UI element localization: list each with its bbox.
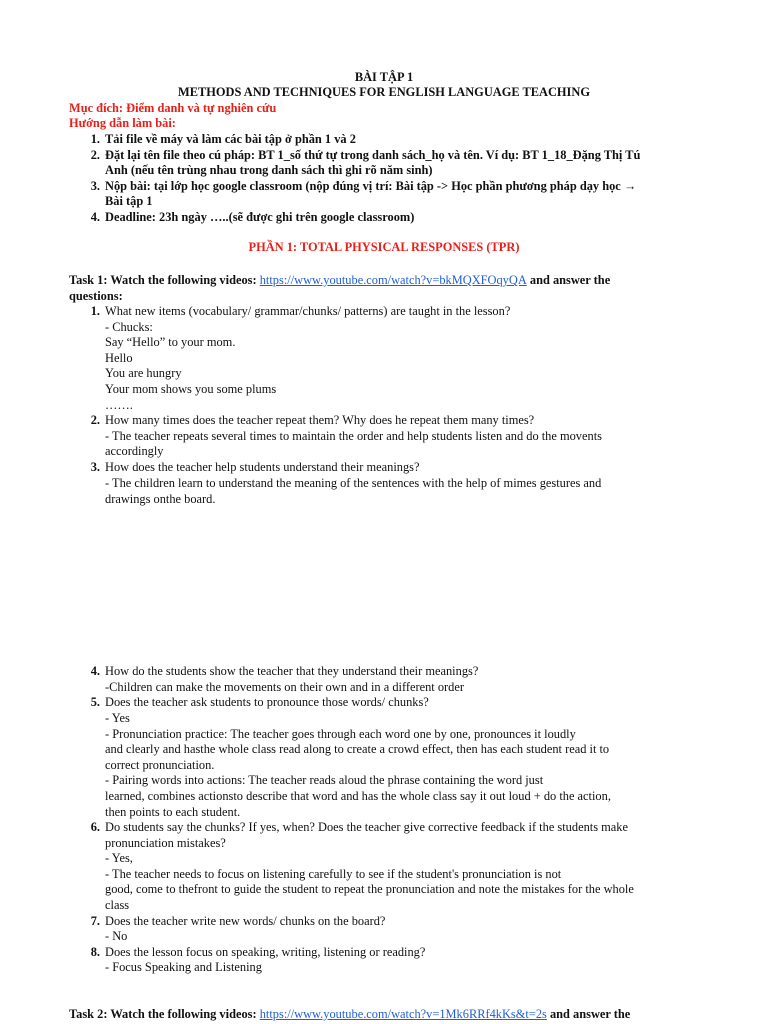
answer-line: accordingly [105, 444, 164, 458]
answer-line: good, come to thefront to guide the student to repeat the pronunciation and note the mistakes for the whole [105, 882, 634, 896]
task1-suffix: and answer the [526, 273, 611, 287]
instruction-number: 1. [90, 132, 100, 146]
answer-line: - No [105, 929, 128, 943]
instruction-number: 2. [90, 148, 100, 162]
task2-suffix: and answer the [546, 1007, 631, 1021]
doc-subtitle: METHODS AND TECHNIQUES FOR ENGLISH LANGUAGE TEACHING [178, 85, 590, 99]
answer-line: - Yes, [105, 851, 133, 865]
task1-video-link[interactable]: https://www.youtube.com/watch?v=bkMQXFOqyQA [259, 273, 527, 287]
answer-line: class [105, 898, 130, 912]
answer-line: - The teacher needs to focus on listening carefully to see if the student's pronunciation is not [105, 867, 562, 881]
question-text: How many times does the teacher repeat them? Why does he repeat them many times? [105, 413, 535, 427]
answer-line: - Focus Speaking and Listening [105, 960, 262, 974]
task2-video-link[interactable]: https://www.youtube.com/watch?v=1Mk6RRf4kKs&t=2s [259, 1007, 547, 1021]
question-number: 3. [90, 460, 100, 474]
purpose-line: Mục đích: Điểm danh và tự nghiên cứu [69, 101, 277, 115]
question-text: Does the lesson focus on speaking, writing, listening or reading? [105, 945, 426, 959]
instruction-item-cont: Anh (nếu tên trùng nhau trong danh sách thì ghi rõ năm sinh) [105, 163, 433, 177]
answer-line: Your mom shows you some plums [105, 382, 277, 396]
answer-line: and clearly and hasthe whole class read along to create a crowd effect, then has each student read it to [105, 742, 610, 756]
question-text: How does the teacher help students understand their meanings? [105, 460, 420, 474]
answer-line: then points to each student. [105, 805, 241, 819]
question-number: 2. [90, 413, 100, 427]
task2-line [69, 1007, 630, 1023]
task1-prefix: Task 1: Watch the following videos: [69, 273, 260, 287]
answer-line: - The teacher repeats several times to maintain the order and help students listen and do the movents [105, 429, 602, 443]
guide-heading: Hướng dẫn làm bài: [69, 116, 176, 130]
task1-line [69, 273, 610, 289]
answer-line: ……. [105, 398, 133, 412]
question-number: 7. [90, 914, 100, 928]
doc-title: BÀI TẬP 1 [354, 70, 414, 84]
part1-heading: PHẦN 1: TOTAL PHYSICAL RESPONSES (TPR) [248, 240, 520, 254]
instruction-item: Đặt lại tên file theo cú pháp: BT 1_số thứ tự trong danh sách_họ và tên. Ví dụ: BT 1_18_Đặng Thị Tú [105, 148, 641, 162]
answer-line: - Chucks: [105, 320, 153, 334]
task1-line2: questions: [69, 289, 123, 303]
instruction-number: 3. [90, 179, 100, 193]
answer-line: Say “Hello” to your mom. [105, 335, 236, 349]
question-text: Does the teacher ask students to pronounce those words/ chunks? [105, 695, 429, 709]
question-text-cont: pronunciation mistakes? [105, 836, 226, 850]
question-text: What new items (vocabulary/ grammar/chunks/ patterns) are taught in the lesson? [105, 304, 511, 318]
question-number: 6. [90, 820, 100, 834]
question-text: Does the teacher write new words/ chunks on the board? [105, 914, 386, 928]
answer-line: - The children learn to understand the meaning of the sentences with the help of mimes gestures and [105, 476, 602, 490]
answer-line: Hello [105, 351, 133, 365]
answer-line: - Pronunciation practice: The teacher goes through each word one by one, pronounces it loudly [105, 727, 576, 741]
answer-line: -Children can make the movements on their own and in a different order [105, 680, 464, 694]
answer-line: - Yes [105, 711, 130, 725]
question-text: How do the students show the teacher that they understand their meanings? [105, 664, 479, 678]
task2-prefix: Task 2: Watch the following videos: [69, 1007, 260, 1021]
answer-line: - Pairing words into actions: The teacher reads aloud the phrase containing the word just [105, 773, 544, 787]
question-number: 8. [90, 945, 100, 959]
instruction-item: Nộp bài: tại lớp học google classroom (nộp đúng vị trí: Bài tập -> Học phần phương pháp dạy học → [105, 179, 637, 193]
question-number: 5. [90, 695, 100, 709]
question-text: Do students say the chunks? If yes, when? Does the teacher give corrective feedback if the students make [105, 820, 628, 834]
answer-line: drawings onthe board. [105, 492, 216, 506]
question-number: 1. [90, 304, 100, 318]
question-number: 4. [90, 664, 100, 678]
answer-line: You are hungry [105, 366, 182, 380]
answer-line: correct pronunciation. [105, 758, 215, 772]
instruction-item: Tải file về máy và làm các bài tập ở phần 1 và 2 [105, 132, 356, 146]
instruction-number: 4. [90, 210, 100, 224]
answer-line: learned, combines actionsto describe that word and has the whole class say it out loud + do the action, [105, 789, 611, 803]
instruction-item: Deadline: 23h ngày …..(sẽ được ghi trên google classroom) [105, 210, 415, 224]
instruction-item-cont: Bài tập 1 [105, 194, 153, 208]
